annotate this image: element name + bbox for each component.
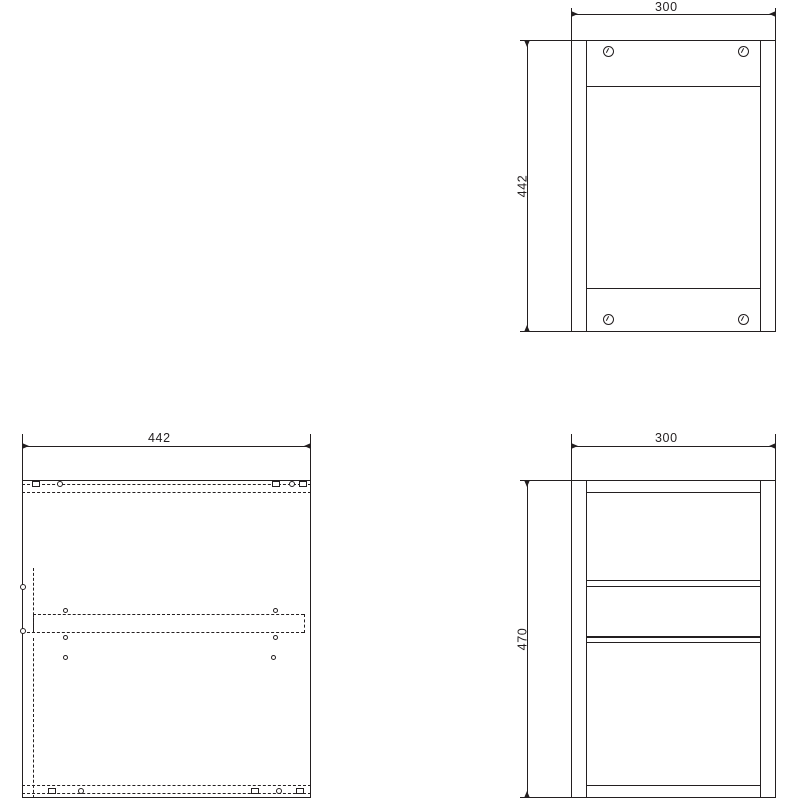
plan-dowel-top-left-1	[32, 481, 40, 487]
side-ext-line-right	[775, 434, 776, 480]
plan-outline-right	[310, 480, 311, 798]
plan-hidden-top-edge	[22, 484, 311, 485]
side-outline-left	[571, 480, 572, 798]
side-dim-arrow-top	[524, 480, 530, 487]
plan-shelf-dot-2	[273, 608, 278, 613]
cam-lock-bottom-left-icon	[603, 314, 614, 325]
side-dim-arrow-bottom	[524, 791, 530, 798]
plan-hidden-bottom-edge	[22, 785, 311, 786]
front-dim-arrow-left	[571, 11, 578, 17]
front-height-label: 442	[515, 174, 530, 198]
side-outline-bottom	[571, 797, 776, 798]
plan-hidden-top-edge-2	[22, 492, 311, 493]
side-bottom-rail-top-edge	[586, 636, 761, 638]
side-bottom-rail-bottom-edge	[586, 642, 761, 643]
side-dim-line-depth	[571, 446, 776, 447]
front-outline-bottom	[571, 331, 776, 332]
plan-dowel-top-left-2	[57, 481, 63, 487]
plan-outline-top	[22, 480, 311, 481]
plan-hidden-shelf-top	[33, 614, 304, 615]
side-left-panel-edge	[586, 480, 587, 798]
front-dim-arrow-bottom	[524, 325, 530, 332]
plan-hidden-bottom-edge-2	[22, 793, 311, 794]
side-dim-arrow-left	[571, 443, 578, 449]
side-view	[400, 400, 800, 800]
plan-dowel-bottom-left-1	[48, 788, 56, 794]
side-ext-line-left	[571, 434, 572, 480]
plan-dowel-left-2	[20, 628, 26, 634]
plan-shelf-dot-3	[63, 635, 68, 640]
plan-shelf-dot-1	[63, 608, 68, 613]
plan-shelf-dot-5	[63, 655, 68, 660]
plan-dowel-top-right-1	[272, 481, 280, 487]
front-width-label: 300	[655, 0, 678, 14]
side-dim-arrow-right	[769, 443, 776, 449]
front-outline-right	[775, 40, 776, 332]
side-outline-top	[571, 480, 776, 481]
plan-dim-arrow-left	[22, 443, 29, 449]
plan-dowel-bottom-right-3	[296, 788, 304, 794]
plan-width-label: 442	[148, 431, 171, 445]
plan-outline-left	[22, 480, 23, 798]
side-top-rail-lower-edge	[586, 492, 761, 493]
plan-hidden-shelf-bottom	[22, 632, 304, 633]
front-outline-top	[571, 40, 776, 41]
plan-dowel-top-right-2	[289, 481, 295, 487]
front-dim-line-width	[571, 14, 776, 15]
plan-dowel-top-right-3	[299, 481, 307, 487]
front-outline-left	[571, 40, 572, 332]
plan-shelf-dot-4	[273, 635, 278, 640]
plan-ext-line-left	[22, 434, 23, 480]
plan-view	[0, 400, 400, 800]
side-mid-shelf-bottom-edge	[586, 586, 761, 587]
plan-dim-arrow-right	[304, 443, 311, 449]
front-dim-arrow-top	[524, 40, 530, 47]
side-right-panel-edge	[760, 480, 761, 798]
cam-lock-top-left-icon	[603, 46, 614, 57]
plan-dim-line-width	[22, 446, 311, 447]
plan-dowel-bottom-left-2	[78, 788, 84, 794]
cam-lock-bottom-right-icon	[738, 314, 749, 325]
plan-hidden-shelf-right	[304, 614, 305, 633]
plan-dowel-bottom-right-2	[276, 788, 282, 794]
plan-ext-line-right	[310, 434, 311, 480]
front-panel-top-edge	[586, 86, 761, 87]
plan-dowel-bottom-right-1	[251, 788, 259, 794]
plan-outline-bottom	[22, 797, 311, 798]
front-panel-bottom-edge	[586, 288, 761, 289]
plan-hidden-shelf-left	[33, 614, 34, 633]
side-depth-label: 300	[655, 431, 678, 445]
plan-shelf-dot-6	[271, 655, 276, 660]
plan-hidden-left-vert-2	[33, 638, 34, 798]
side-height-label: 470	[515, 627, 530, 651]
cam-lock-top-right-icon	[738, 46, 749, 57]
side-outline-right	[775, 480, 776, 798]
plan-dowel-left-1	[20, 584, 26, 590]
front-dim-arrow-right	[769, 11, 776, 17]
side-base-top-edge	[586, 785, 761, 786]
side-mid-shelf-top-edge	[586, 580, 761, 581]
